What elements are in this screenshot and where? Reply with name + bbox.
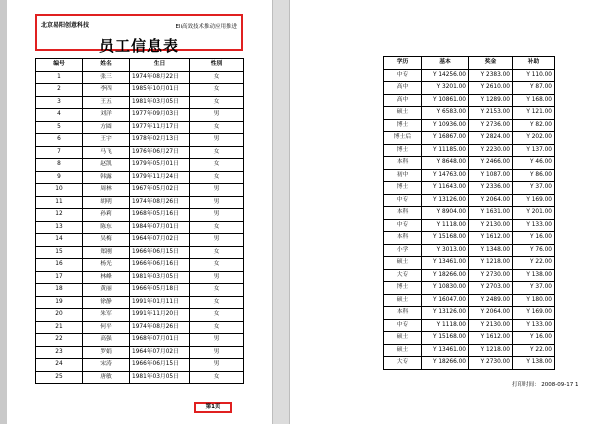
table-cell: Y 8648.00 <box>422 157 469 170</box>
table-cell: 大专 <box>384 357 422 370</box>
table-row <box>36 334 244 347</box>
table-cell: 吴梅 <box>83 234 130 247</box>
table-cell: 1978年02月13日 <box>130 134 190 147</box>
table-cell: 15 <box>36 246 83 259</box>
table-cell: 1979年05月01日 <box>130 159 190 172</box>
table-cell: 女 <box>190 246 244 259</box>
table-cell: 男 <box>190 209 244 222</box>
print-preview-page-left <box>18 0 268 424</box>
table-cell: 22 <box>36 334 83 347</box>
table-cell: Y 2383.00 <box>469 69 513 82</box>
table-row <box>36 171 244 184</box>
table-cell: 宋涛 <box>83 359 130 372</box>
table-cell: 1976年06月27日 <box>130 146 190 159</box>
table-cell: Y 1087.00 <box>469 169 513 182</box>
table-cell: 1964年07月02日 <box>130 234 190 247</box>
table-cell: Y 137.00 <box>513 144 555 157</box>
table-cell: Y 2730.00 <box>469 357 513 370</box>
column-header: 基本 <box>422 57 469 70</box>
table-cell: 韩露 <box>83 171 130 184</box>
table-cell: 本科 <box>384 307 422 320</box>
table-cell: 1991年11月20日 <box>130 309 190 322</box>
table-cell: 小学 <box>384 244 422 257</box>
table-row <box>384 269 555 282</box>
table-row <box>384 332 555 345</box>
table-cell: 博士 <box>384 119 422 132</box>
table-cell: 女 <box>190 309 244 322</box>
table-cell: 1968年07月01日 <box>130 334 190 347</box>
table-row <box>384 219 555 232</box>
table-cell: 女 <box>190 71 244 84</box>
table-row <box>36 109 244 122</box>
table-cell: Y 2466.00 <box>469 157 513 170</box>
column-header: 姓名 <box>83 59 130 72</box>
table-cell: Y 1612.00 <box>469 332 513 345</box>
table-cell: 唐敏 <box>83 371 130 384</box>
table-cell: 12 <box>36 209 83 222</box>
table-cell: 25 <box>36 371 83 384</box>
table-cell: Y 1348.00 <box>469 244 513 257</box>
table-cell: 女 <box>190 96 244 109</box>
table-cell: 11 <box>36 196 83 209</box>
table-cell: 硕士 <box>384 332 422 345</box>
table-cell: Y 16867.00 <box>422 132 469 145</box>
table-cell: Y 169.00 <box>513 194 555 207</box>
table-cell: Y 16.00 <box>513 332 555 345</box>
table-row <box>384 132 555 145</box>
table-cell: 本科 <box>384 207 422 220</box>
table-cell: Y 2730.00 <box>469 269 513 282</box>
table-cell: 10 <box>36 184 83 197</box>
column-header: 学历 <box>384 57 422 70</box>
document-title: 员工信息表 <box>98 37 179 55</box>
table-cell: 男 <box>190 346 244 359</box>
table-cell: 1974年08月26日 <box>130 196 190 209</box>
table-cell: Y 16.00 <box>513 232 555 245</box>
table-row <box>36 146 244 159</box>
table-row <box>384 94 555 107</box>
window-edge-left <box>0 0 7 424</box>
table-cell: 马飞 <box>83 146 130 159</box>
table-cell: Y 18266.00 <box>422 269 469 282</box>
table-row <box>384 257 555 270</box>
table-cell: Y 110.00 <box>513 69 555 82</box>
table-cell: 硕士 <box>384 257 422 270</box>
table-cell: Y 22.00 <box>513 344 555 357</box>
table-cell: Y 202.00 <box>513 132 555 145</box>
table-cell: Y 201.00 <box>513 207 555 220</box>
table-cell: 方圆 <box>83 121 130 134</box>
table-cell: 7 <box>36 146 83 159</box>
table-cell: 1977年11月17日 <box>130 121 190 134</box>
table-cell: Y 13461.00 <box>422 344 469 357</box>
table-cell: 1981年03月05日 <box>130 96 190 109</box>
table-cell: 周林 <box>83 184 130 197</box>
table-row <box>36 346 244 359</box>
table-cell: Y 15168.00 <box>422 232 469 245</box>
table-cell: Y 1118.00 <box>422 219 469 232</box>
table-cell: Y 1612.00 <box>469 232 513 245</box>
table-cell: 18 <box>36 284 83 297</box>
table-row <box>36 359 244 372</box>
table-row <box>36 271 244 284</box>
column-header: 补助 <box>513 57 555 70</box>
table-row <box>36 196 244 209</box>
table-cell: 博士 <box>384 282 422 295</box>
table-cell: 13 <box>36 221 83 234</box>
table-cell: 1981年03月05日 <box>130 271 190 284</box>
table-cell: 女 <box>190 221 244 234</box>
header-slogan: Eli高效技术推动应用推进 <box>175 24 237 30</box>
table-cell: 女 <box>190 296 244 309</box>
table-cell: 1991年01月11日 <box>130 296 190 309</box>
table-row <box>36 121 244 134</box>
table-cell: 王五 <box>83 96 130 109</box>
table-cell: Y 2610.00 <box>469 82 513 95</box>
table-cell: 1985年10月01日 <box>130 84 190 97</box>
table-cell: Y 10830.00 <box>422 282 469 295</box>
employee-table-right <box>383 56 555 370</box>
table-cell: 中专 <box>384 319 422 332</box>
table-cell: Y 46.00 <box>513 157 555 170</box>
table-cell: Y 138.00 <box>513 357 555 370</box>
table-cell: 郑刚 <box>83 246 130 259</box>
page-separator <box>272 0 290 424</box>
table-cell: 1968年05月16日 <box>130 209 190 222</box>
table-cell: 中专 <box>384 69 422 82</box>
table-row <box>36 184 244 197</box>
table-cell: 男 <box>190 334 244 347</box>
table-cell: 硕士 <box>384 294 422 307</box>
column-header: 编号 <box>36 59 83 72</box>
page-number-label: 第1页 <box>194 402 232 413</box>
table-row <box>384 69 555 82</box>
table-cell: 16 <box>36 259 83 272</box>
table-cell: Y 1218.00 <box>469 344 513 357</box>
table-cell: Y 2736.00 <box>469 119 513 132</box>
table-cell: 14 <box>36 234 83 247</box>
table-cell: 胡明 <box>83 196 130 209</box>
table-cell: Y 76.00 <box>513 244 555 257</box>
table-row <box>36 371 244 384</box>
table-cell: Y 2230.00 <box>469 144 513 157</box>
table-row <box>36 134 244 147</box>
table-cell: Y 3013.00 <box>422 244 469 257</box>
table-cell: Y 22.00 <box>513 257 555 270</box>
table-cell: Y 1118.00 <box>422 319 469 332</box>
table-cell: 博士后 <box>384 132 422 145</box>
table-cell: Y 10936.00 <box>422 119 469 132</box>
table-cell: 高强 <box>83 334 130 347</box>
table-cell: Y 2336.00 <box>469 182 513 195</box>
table-cell: 本科 <box>384 157 422 170</box>
table-cell: Y 14256.00 <box>422 69 469 82</box>
print-preview-page-right <box>300 0 598 424</box>
table-cell: 19 <box>36 296 83 309</box>
table-cell: Y 2703.00 <box>469 282 513 295</box>
table-cell: 17 <box>36 271 83 284</box>
table-cell: Y 13461.00 <box>422 257 469 270</box>
table-cell: 1981年03月05日 <box>130 371 190 384</box>
table-cell: 女 <box>190 259 244 272</box>
table-cell: 20 <box>36 309 83 322</box>
table-cell: Y 1631.00 <box>469 207 513 220</box>
table-cell: 罗娟 <box>83 346 130 359</box>
table-cell: 硕士 <box>384 107 422 120</box>
table-cell: 女 <box>190 121 244 134</box>
table-row <box>36 234 244 247</box>
table-cell: 博士 <box>384 144 422 157</box>
table-row <box>384 169 555 182</box>
table-cell: Y 13126.00 <box>422 194 469 207</box>
table-cell: 孙莉 <box>83 209 130 222</box>
table-cell: Y 3201.00 <box>422 82 469 95</box>
table-cell: 5 <box>36 121 83 134</box>
table-cell: Y 86.00 <box>513 169 555 182</box>
table-cell: Y 8904.00 <box>422 207 469 220</box>
table-cell: Y 133.00 <box>513 219 555 232</box>
table-cell: 硕士 <box>384 344 422 357</box>
table-row <box>384 344 555 357</box>
table-cell: 3 <box>36 96 83 109</box>
table-cell: 女 <box>190 171 244 184</box>
table-cell: 大专 <box>384 269 422 282</box>
table-row <box>384 182 555 195</box>
table-cell: 1966年05月18日 <box>130 284 190 297</box>
table-header-row <box>36 59 244 72</box>
table-cell: Y 37.00 <box>513 282 555 295</box>
table-cell: 8 <box>36 159 83 172</box>
table-cell: 1977年09月03日 <box>130 109 190 122</box>
employee-table-left <box>35 58 244 384</box>
table-cell: 男 <box>190 184 244 197</box>
table-cell: 杨光 <box>83 259 130 272</box>
table-cell: 张三 <box>83 71 130 84</box>
table-cell: 1966年06月15日 <box>130 246 190 259</box>
table-cell: 高中 <box>384 94 422 107</box>
table-row <box>384 119 555 132</box>
table-cell: 陈东 <box>83 221 130 234</box>
header-company-name: 北京易阳创意科技 <box>41 22 90 29</box>
table-cell: 1984年07月01日 <box>130 221 190 234</box>
table-cell: Y 87.00 <box>513 82 555 95</box>
table-row <box>36 159 244 172</box>
table-cell: 朱军 <box>83 309 130 322</box>
table-cell: 24 <box>36 359 83 372</box>
table-row <box>36 296 244 309</box>
column-header: 生日 <box>130 59 190 72</box>
table-row <box>384 107 555 120</box>
table-cell: 1979年11月24日 <box>130 171 190 184</box>
table-row <box>384 244 555 257</box>
table-cell: Y 133.00 <box>513 319 555 332</box>
table-cell: 4 <box>36 109 83 122</box>
table-row <box>384 294 555 307</box>
table-cell: Y 168.00 <box>513 94 555 107</box>
table-row <box>384 157 555 170</box>
table-cell: Y 2824.00 <box>469 132 513 145</box>
table-cell: Y 10861.00 <box>422 94 469 107</box>
table-row <box>384 232 555 245</box>
table-cell: 初中 <box>384 169 422 182</box>
table-row <box>384 207 555 220</box>
table-cell: Y 2489.00 <box>469 294 513 307</box>
table-cell: 徐静 <box>83 296 130 309</box>
table-cell: 男 <box>190 271 244 284</box>
table-cell: 高中 <box>384 82 422 95</box>
table-cell: Y 11643.00 <box>422 182 469 195</box>
table-cell: Y 2064.00 <box>469 307 513 320</box>
table-cell: Y 2130.00 <box>469 319 513 332</box>
table-cell: Y 18266.00 <box>422 357 469 370</box>
table-row <box>36 259 244 272</box>
table-cell: 李四 <box>83 84 130 97</box>
table-row <box>36 71 244 84</box>
table-row <box>384 194 555 207</box>
table-row <box>384 307 555 320</box>
table-row <box>384 357 555 370</box>
table-cell: 1964年07月02日 <box>130 346 190 359</box>
table-cell: Y 138.00 <box>513 269 555 282</box>
table-cell: Y 2153.00 <box>469 107 513 120</box>
table-row <box>36 321 244 334</box>
table-row <box>384 82 555 95</box>
table-cell: 女 <box>190 284 244 297</box>
table-cell: Y 13126.00 <box>422 307 469 320</box>
table-row <box>36 246 244 259</box>
table-cell: 中专 <box>384 194 422 207</box>
table-cell: 男 <box>190 109 244 122</box>
table-row <box>36 284 244 297</box>
table-cell: 本科 <box>384 232 422 245</box>
table-cell: Y 2130.00 <box>469 219 513 232</box>
table-cell: Y 14763.00 <box>422 169 469 182</box>
column-header: 性别 <box>190 59 244 72</box>
table-cell: 女 <box>190 371 244 384</box>
table-cell: 1966年06月16日 <box>130 259 190 272</box>
table-cell: 男 <box>190 359 244 372</box>
table-row <box>384 282 555 295</box>
table-cell: Y 6583.00 <box>422 107 469 120</box>
table-cell: Y 169.00 <box>513 307 555 320</box>
table-cell: 女 <box>190 84 244 97</box>
table-cell: 刘洋 <box>83 109 130 122</box>
table-cell: Y 37.00 <box>513 182 555 195</box>
table-cell: 1966年06月15日 <box>130 359 190 372</box>
page-header-box <box>35 14 243 55</box>
table-cell: 2 <box>36 84 83 97</box>
table-cell: 何平 <box>83 321 130 334</box>
table-cell: 1974年08月26日 <box>130 321 190 334</box>
table-row <box>36 309 244 322</box>
table-cell: Y 16047.00 <box>422 294 469 307</box>
table-cell: 林峰 <box>83 271 130 284</box>
table-cell: 男 <box>190 134 244 147</box>
table-cell: 1974年08月22日 <box>130 71 190 84</box>
table-row <box>36 221 244 234</box>
table-cell: 男 <box>190 234 244 247</box>
table-row <box>384 144 555 157</box>
table-cell: Y 1218.00 <box>469 257 513 270</box>
table-cell: 23 <box>36 346 83 359</box>
table-cell: 1967年05月02日 <box>130 184 190 197</box>
table-cell: 男 <box>190 196 244 209</box>
table-row <box>36 209 244 222</box>
table-row <box>384 319 555 332</box>
table-row <box>36 84 244 97</box>
table-cell: 王宇 <box>83 134 130 147</box>
table-header-row <box>384 57 555 70</box>
table-cell: 21 <box>36 321 83 334</box>
table-cell: Y 1289.00 <box>469 94 513 107</box>
table-cell: Y 2064.00 <box>469 194 513 207</box>
table-row <box>36 96 244 109</box>
table-cell: 女 <box>190 321 244 334</box>
table-cell: 博士 <box>384 182 422 195</box>
table-cell: 中专 <box>384 219 422 232</box>
table-cell: 女 <box>190 146 244 159</box>
table-cell: Y 180.00 <box>513 294 555 307</box>
table-cell: Y 121.00 <box>513 107 555 120</box>
print-time-text: 打印时间： 2008-09-17 1 <box>512 382 579 388</box>
table-cell: Y 15168.00 <box>422 332 469 345</box>
table-cell: 黄丽 <box>83 284 130 297</box>
table-cell: 9 <box>36 171 83 184</box>
column-header: 奖金 <box>469 57 513 70</box>
table-cell: Y 11185.00 <box>422 144 469 157</box>
table-cell: 赵凯 <box>83 159 130 172</box>
table-cell: 1 <box>36 71 83 84</box>
table-cell: 6 <box>36 134 83 147</box>
table-cell: Y 82.00 <box>513 119 555 132</box>
table-cell: 女 <box>190 159 244 172</box>
